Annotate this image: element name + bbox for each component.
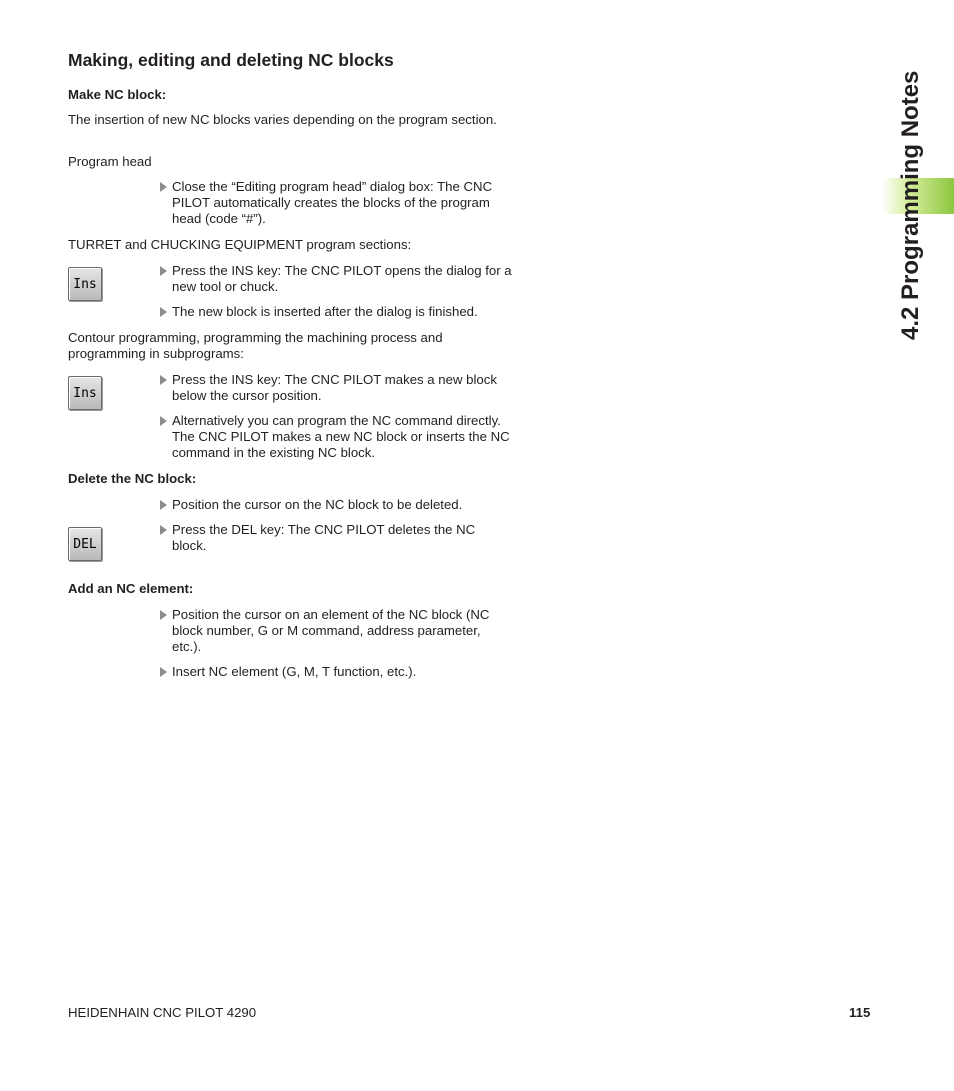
- arrow-right-icon: [160, 375, 167, 385]
- program-head-step: [160, 179, 512, 228]
- make-block-title: Make NC block:: [68, 87, 167, 102]
- step-text: Close the “Editing program head” dialog box: The CNC PILOT automatically creates the blocks of the program head (code “#”).: [172, 179, 493, 227]
- arrow-right-icon: [160, 416, 167, 426]
- arrow-right-icon: [160, 266, 167, 276]
- step-text: Insert NC element (G, M, T function, etc.).: [172, 664, 417, 679]
- delete-step-1: [160, 497, 512, 513]
- delete-block-title: Delete the NC block:: [68, 471, 197, 486]
- step-text: Press the DEL key: The CNC PILOT deletes the NC block.: [172, 522, 476, 554]
- ins-key-icon: Ins: [68, 376, 102, 410]
- add-step-1: [160, 607, 512, 656]
- arrow-right-icon: [160, 307, 167, 317]
- arrow-right-icon: [160, 610, 167, 620]
- page-number: 115: [849, 1005, 871, 1020]
- step-text: Position the cursor on an element of the NC block (NC block number, G or M command, address parameter, etc.).: [172, 607, 490, 655]
- footer-manual-title: HEIDENHAIN CNC PILOT 4290: [68, 1005, 257, 1020]
- add-step-2: [160, 664, 512, 680]
- step-text: The new block is inserted after the dialog is finished.: [172, 304, 478, 319]
- step-text: Press the INS key: The CNC PILOT makes a new block below the cursor position.: [172, 372, 497, 404]
- contour-label: Contour programming, programming the machining process and programming in subprograms:: [68, 330, 443, 362]
- delete-step-2: [160, 522, 512, 554]
- add-element-title: Add an NC element:: [68, 581, 194, 596]
- arrow-right-icon: [160, 500, 167, 510]
- del-key-icon: DEL: [68, 527, 102, 561]
- step-text: Press the INS key: The CNC PILOT opens the dialog for a new tool or chuck.: [172, 263, 512, 295]
- turret-step-2: [160, 304, 512, 320]
- contour-step-2: [160, 413, 512, 462]
- step-text: Position the cursor on the NC block to be deleted.: [172, 497, 463, 512]
- turret-step-1: [160, 263, 512, 295]
- turret-label: TURRET and CHUCKING EQUIPMENT program sections:: [68, 237, 412, 252]
- section-heading: Making, editing and deleting NC blocks: [68, 50, 394, 70]
- chapter-sidebar-title: 4.2 Programming Notes: [897, 70, 924, 340]
- arrow-right-icon: [160, 667, 167, 677]
- arrow-right-icon: [160, 525, 167, 535]
- make-block-intro: The insertion of new NC blocks varies depending on the program section.: [68, 112, 497, 127]
- contour-step-1: [160, 372, 512, 404]
- ins-key-icon: Ins: [68, 267, 102, 301]
- step-text: Alternatively you can program the NC command directly. The CNC PILOT makes a new NC block or inserts the NC command in the existing NC block.: [172, 413, 510, 461]
- program-head-label: Program head: [68, 154, 152, 169]
- arrow-right-icon: [160, 182, 167, 192]
